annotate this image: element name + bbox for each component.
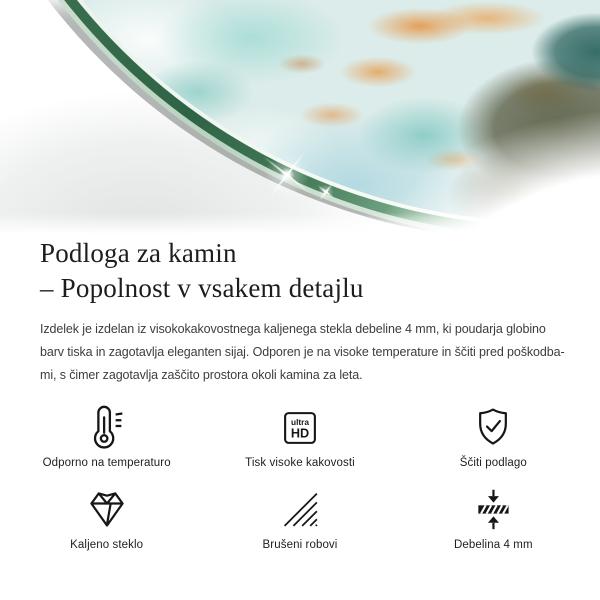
feature-polished-edges	[203, 485, 396, 551]
feature-protects-surface	[397, 403, 590, 469]
feature-temperature-resistant	[10, 403, 203, 469]
description-line: barv tiska in zagotavlja eleganten sijaj. Odporen je na visoke temperature in ščiti pred poškodba-	[40, 345, 565, 359]
title-line-1: Podloga za kamin	[40, 238, 237, 268]
feature-label: Tisk visoke kakovosti	[245, 457, 355, 469]
title-line-2: – Popolnost v vsakem detajlu	[40, 273, 364, 303]
svg-text:ultra: ultra	[290, 416, 309, 427]
description-line: mi, s čimer zagotavlja zaščito prostora okoli kamina za leta.	[40, 368, 363, 382]
thermometer-icon	[10, 403, 203, 449]
thickness-arrows-icon	[397, 485, 590, 531]
feature-label: Odporno na temperaturo	[42, 457, 171, 469]
page-title	[40, 236, 560, 306]
feature-label: Brušeni robovi	[262, 539, 338, 551]
diamond-icon	[10, 485, 203, 531]
svg-text:HD: HD	[290, 426, 310, 441]
feature-print-quality	[203, 403, 396, 469]
polished-edges-icon	[203, 485, 396, 531]
feature-label: Ščiti podlago	[459, 457, 527, 469]
photo-white-fade	[0, 0, 600, 234]
product-description	[40, 318, 565, 387]
feature-label: Kaljeno steklo	[70, 539, 144, 551]
feature-thickness	[397, 485, 590, 551]
feature-tempered-glass	[10, 485, 203, 551]
product-description-section	[0, 232, 600, 551]
feature-label: Debelina 4 mm	[454, 539, 533, 551]
feature-grid	[10, 403, 590, 551]
ultra-hd-icon	[203, 403, 396, 449]
product-photo	[0, 0, 600, 234]
shield-check-icon	[397, 403, 590, 449]
description-line: Izdelek je izdelan iz visokokakovostnega kaljenega stekla debeline 4 mm, ki poudarja globino	[40, 322, 546, 336]
